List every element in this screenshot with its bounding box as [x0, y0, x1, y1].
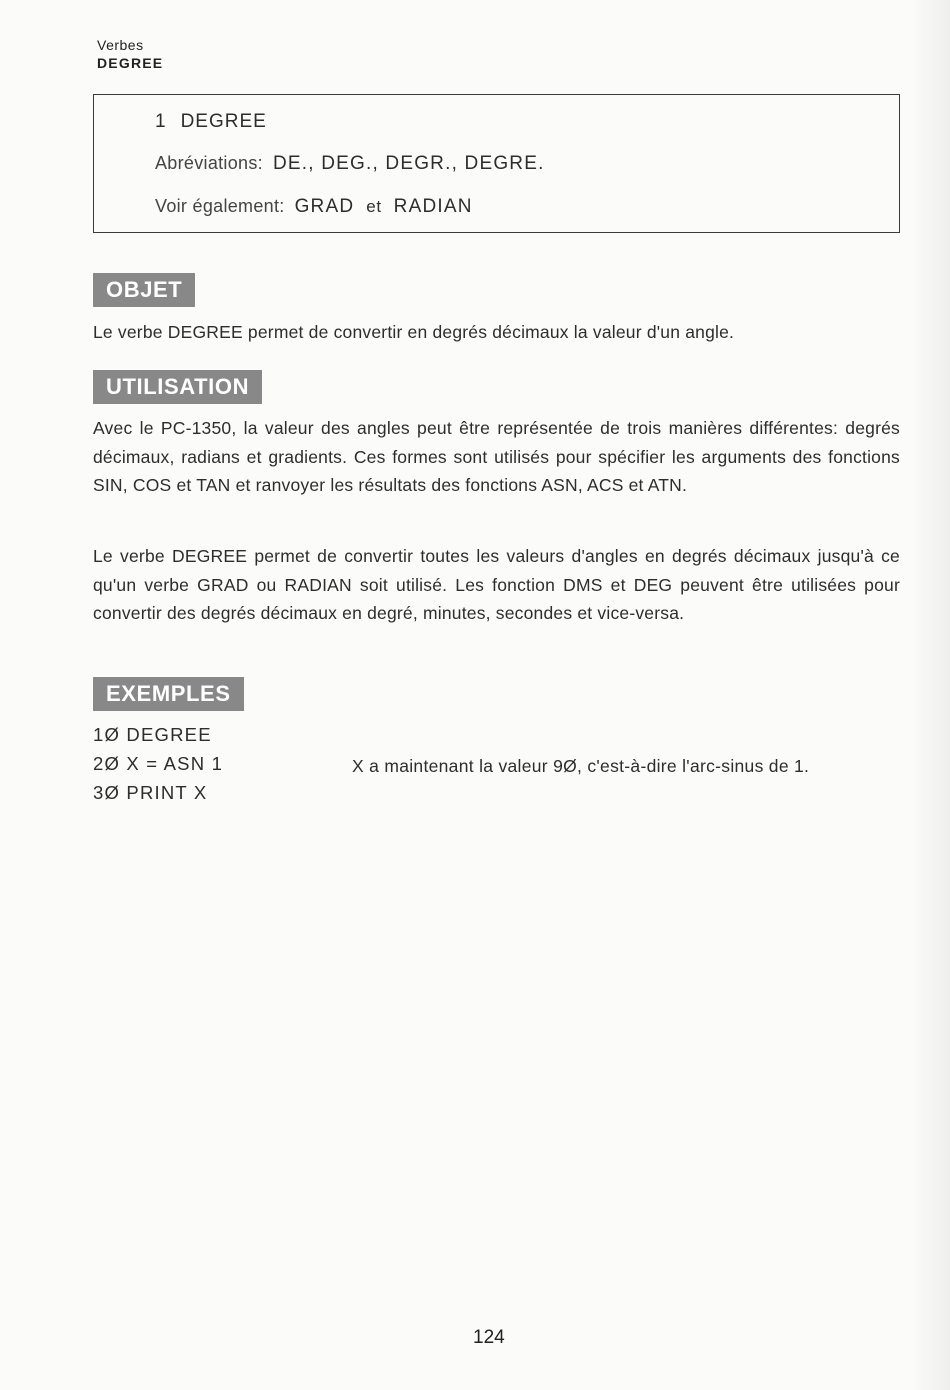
objet-text: Le verbe DEGREE permet de convertir en degrés décimaux la valeur d'un angle. — [93, 322, 735, 342]
entry-header-box — [93, 94, 900, 233]
section-label-exemples: EXEMPLES — [93, 677, 244, 711]
entry-number: 1 — [155, 111, 167, 132]
running-head — [97, 36, 163, 72]
section-label-utilisation: UTILISATION — [93, 370, 262, 404]
page-number: 124 — [473, 1327, 505, 1348]
running-head-section: Verbes — [97, 37, 144, 53]
abbreviations-value: DE., DEG., DEGR., DEGRE. — [272, 153, 545, 174]
section-label-objet: OBJET — [93, 273, 195, 307]
see-also-first: GRAD — [294, 196, 355, 217]
code-line-3: 3Ø PRINT X — [93, 782, 208, 803]
code-line-2-comment: X a maintenant la valeur 9Ø, c'est-à-dire l'arc-sinus de 1. — [352, 756, 810, 776]
see-also-line — [155, 196, 473, 218]
entry-title — [155, 111, 267, 133]
entry-name: DEGREE — [180, 111, 267, 132]
code-line-1: 1Ø DEGREE — [93, 724, 212, 745]
utilisation-paragraph-2: Le verbe DEGREE permet de convertir toutes les valeurs d'angles en degrés décimaux jusqu'à ce qu'un verbe GRAD ou RADIAN soit utilisé. Les fonction DMS et DEG peuvent être utilisées pour convertir des degrés décimaux en degré, minutes, secondes et vice-versa. — [93, 546, 900, 623]
running-head-entry: DEGREE — [97, 55, 164, 71]
abbreviations-line — [155, 153, 545, 175]
utilisation-paragraph-1: Avec le PC-1350, la valeur des angles peut être représentée de trois manières différentes: degrés décimaux, radians et gradients. Ces formes sont utilisés pour spécifier les arguments des fonctions SIN, COS et TAN et ranvoyer les résultats des fonctions ASN, ACS et ATN. — [93, 418, 900, 495]
see-also-label: Voir également: — [155, 196, 285, 216]
code-line-2: 2Ø X = ASN 1 — [93, 753, 224, 774]
see-also-joiner: et — [366, 197, 382, 216]
abbreviations-label: Abréviations: — [155, 153, 263, 173]
page-edge-shadow — [910, 0, 950, 1390]
see-also-second: RADIAN — [393, 196, 473, 217]
